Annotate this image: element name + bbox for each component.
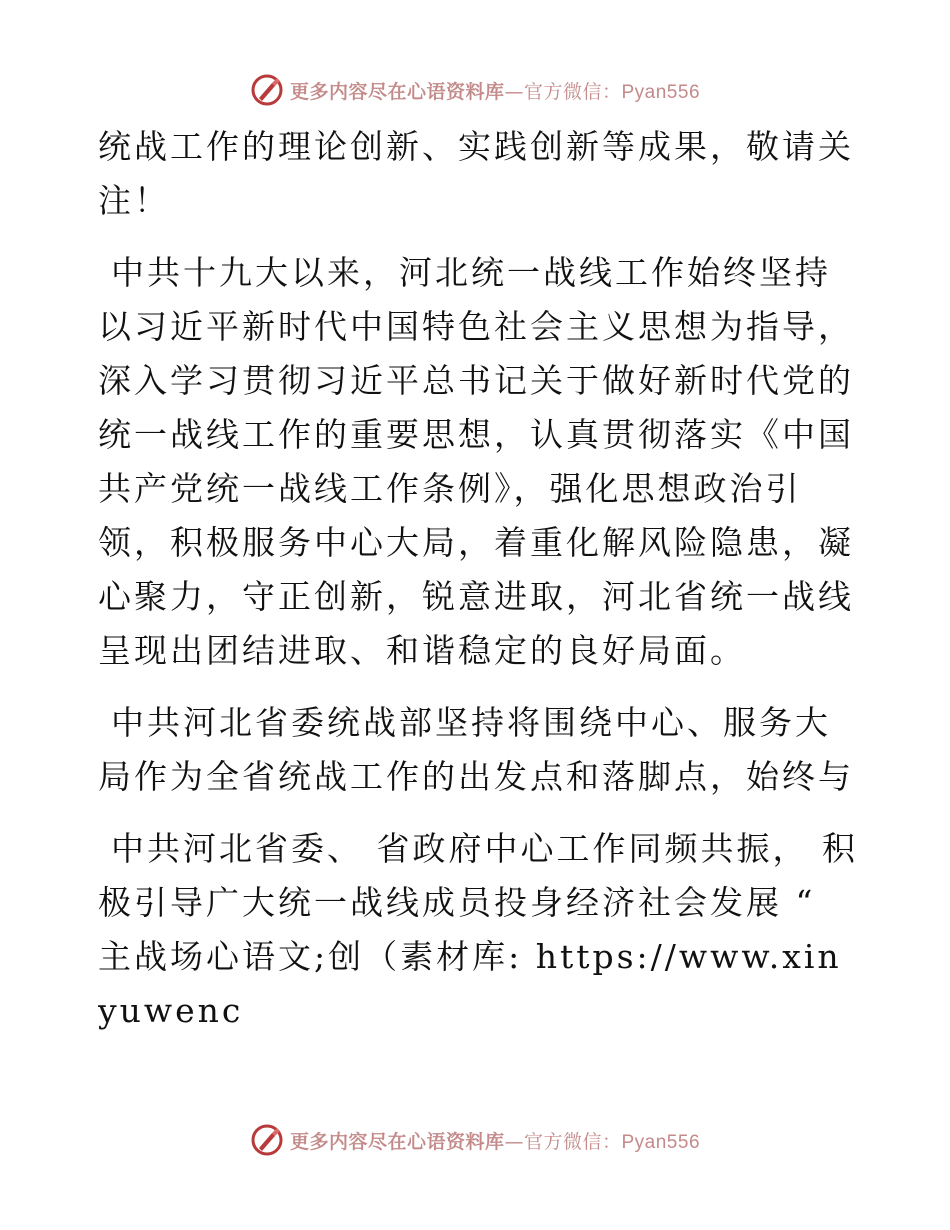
body-paragraph-2: 中共河北省委统战部坚持将围绕中心、服务大局作为全省统战工作的出发点和落脚点，始终与 [98, 703, 854, 796]
banner-site-text: 更多内容尽在心语资料库 [289, 1130, 505, 1153]
lead-paragraph: 统战工作的理论创新、实践创新等成果，敬请关注！ [98, 127, 854, 220]
pen-circle-logo-icon [250, 1123, 284, 1157]
banner-text [290, 1127, 700, 1154]
header-watermark-banner [0, 70, 950, 110]
footer-watermark-banner [0, 1120, 950, 1160]
banner-separator: — [504, 80, 524, 103]
banner-wechat-label: 官方微信： [523, 1130, 622, 1153]
banner-separator: — [504, 1130, 524, 1153]
banner-wechat-handle: Pyan556 [621, 81, 701, 103]
banner-wechat-handle: Pyan556 [621, 1131, 701, 1153]
body-paragraph-3: 中共河北省委、 省政府中心工作同频共振， 积极引导广大统一战线成员投身经济社会发展 “ 主战场心语文;创（素材库: https://www.xinyuwenc [98, 829, 858, 1030]
body-paragraph-1: 中共十九大以来，河北统一战线工作始终坚持以习近平新时代中国特色社会主义思想为指导，深入学习贯彻习近平总书记关于做好新时代党的统一战线工作的重要思想，认真贯彻落实《中国共产党统一战线工作条例》，强化思想政治引领，积极服务中心大局，着重化解风险隐患，凝心聚力，守正创新，锐意进取，河北省统一战线呈现出团结进取、和谐稳定的良好局面。 [98, 253, 854, 670]
document-body [98, 120, 858, 1060]
pen-circle-logo-icon [250, 73, 284, 107]
banner-site-text: 更多内容尽在心语资料库 [289, 80, 505, 103]
banner-wechat-label: 官方微信： [523, 80, 622, 103]
banner-text [290, 77, 700, 104]
